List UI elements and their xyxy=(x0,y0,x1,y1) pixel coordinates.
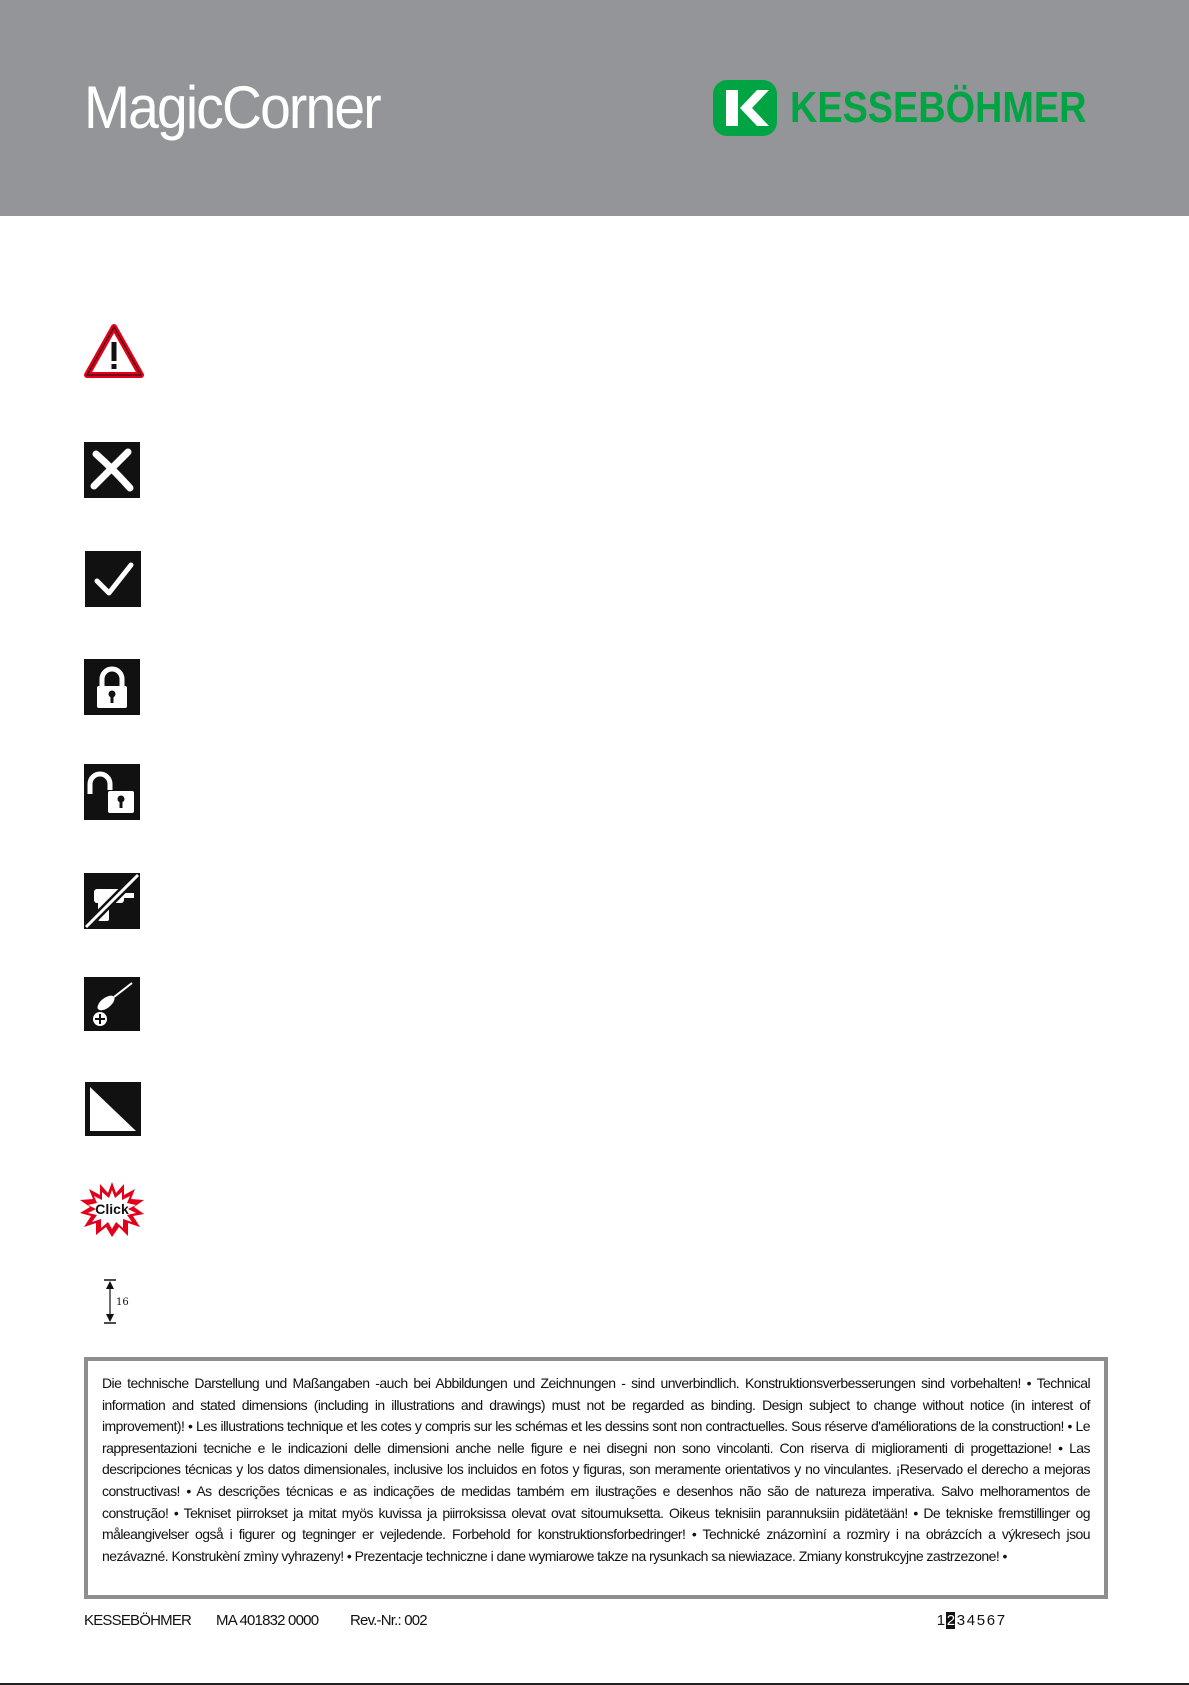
dimension-arrow-icon xyxy=(102,1278,142,1326)
page-number-5[interactable]: 5 xyxy=(976,1612,985,1629)
footer-company: KESSEBÖHMER xyxy=(84,1612,192,1629)
page-number-1[interactable]: 1 xyxy=(936,1612,945,1629)
no-power-drill-icon xyxy=(84,873,140,929)
page-navigation xyxy=(936,1612,1006,1629)
locked-padlock-icon xyxy=(84,659,140,715)
product-title: MagicCorner xyxy=(84,74,380,141)
warning-triangle-icon xyxy=(84,324,144,378)
disclaimer-box xyxy=(84,1357,1108,1599)
not-allowed-icon xyxy=(84,442,140,498)
correct-check-icon xyxy=(85,551,141,607)
footer-revision: Rev.-Nr.: 002 xyxy=(350,1612,427,1629)
kessebohmer-k-logo-icon xyxy=(713,80,777,136)
phillips-screwdriver-icon xyxy=(84,977,140,1031)
brand-name: KESSEBÖHMER xyxy=(790,83,1087,132)
footer-doc-number: MA 401832 0000 xyxy=(216,1612,319,1629)
page-number-3[interactable]: 3 xyxy=(956,1612,965,1629)
page-number-2-current[interactable]: 2 xyxy=(946,1612,955,1629)
page-number-4[interactable]: 4 xyxy=(966,1612,975,1629)
page-number-7[interactable]: 7 xyxy=(996,1612,1005,1629)
dimension-value: 16 xyxy=(116,1297,129,1308)
header-band xyxy=(0,0,1189,216)
unlocked-padlock-icon xyxy=(84,764,140,820)
click-sound-icon xyxy=(78,1180,146,1238)
disclaimer-text: Die technische Darstellung und Maßangaben -auch bei Abbildungen und Zeichnungen - sind unverbindlich. Konstruktionsverbesserungen sind vorbehalten! • Technical information and stated dimensions (including in illustrations and drawings) must not be regarded as binding. Design subject to change without notice (in interest of improvement)! • Les illustrations technique et les cotes y compris sur les schémas et les dessins sont non contractuelles. Sous réserve d'améliorations de la construction! • Le rappresentazioni tecniche e le indicazioni delle dimensioni anche nelle figure e nei disegni non sono vincolanti. Con riserva di miglioramenti di progettazione! • Las descripciones técnicas y los datos dimensionales, inclusive los incluidos en fotos y figuras, son meramente orientativos y no vinculantes. ¡Reservado el derecho a mejoras constructivas! • As descrições técnicas e as indicações de medidas também em ilustrações e desenhos não são de natureza imperativa. Salvo melhoramentos de construção! • Tekniset piirrokset ja mitat myös kuvissa ja piirroksissa olevat ovat sitoumuksetta. Oikeus teknisiin parannuksiin pidätetään! • De tekniske fremstillinger og måleangivelser også i figurer og tegninger er vejledende. Forbehold for konstruktionsforbedringer! • Technické znázornìní a rozmìry i na obrázcích a výkresech jsou nezávazné. Konstrukèní zmìny vyhrazeny! • Prezentacje techniczne i dane wymiarowe takze na rysunkach sa niewiazace. Zmiany konstrukcyjne zastrzezone! • xyxy=(102,1375,1090,1564)
click-label: Click xyxy=(95,1201,129,1217)
corner-angle-icon xyxy=(85,1082,141,1136)
page-number-6[interactable]: 6 xyxy=(986,1612,995,1629)
